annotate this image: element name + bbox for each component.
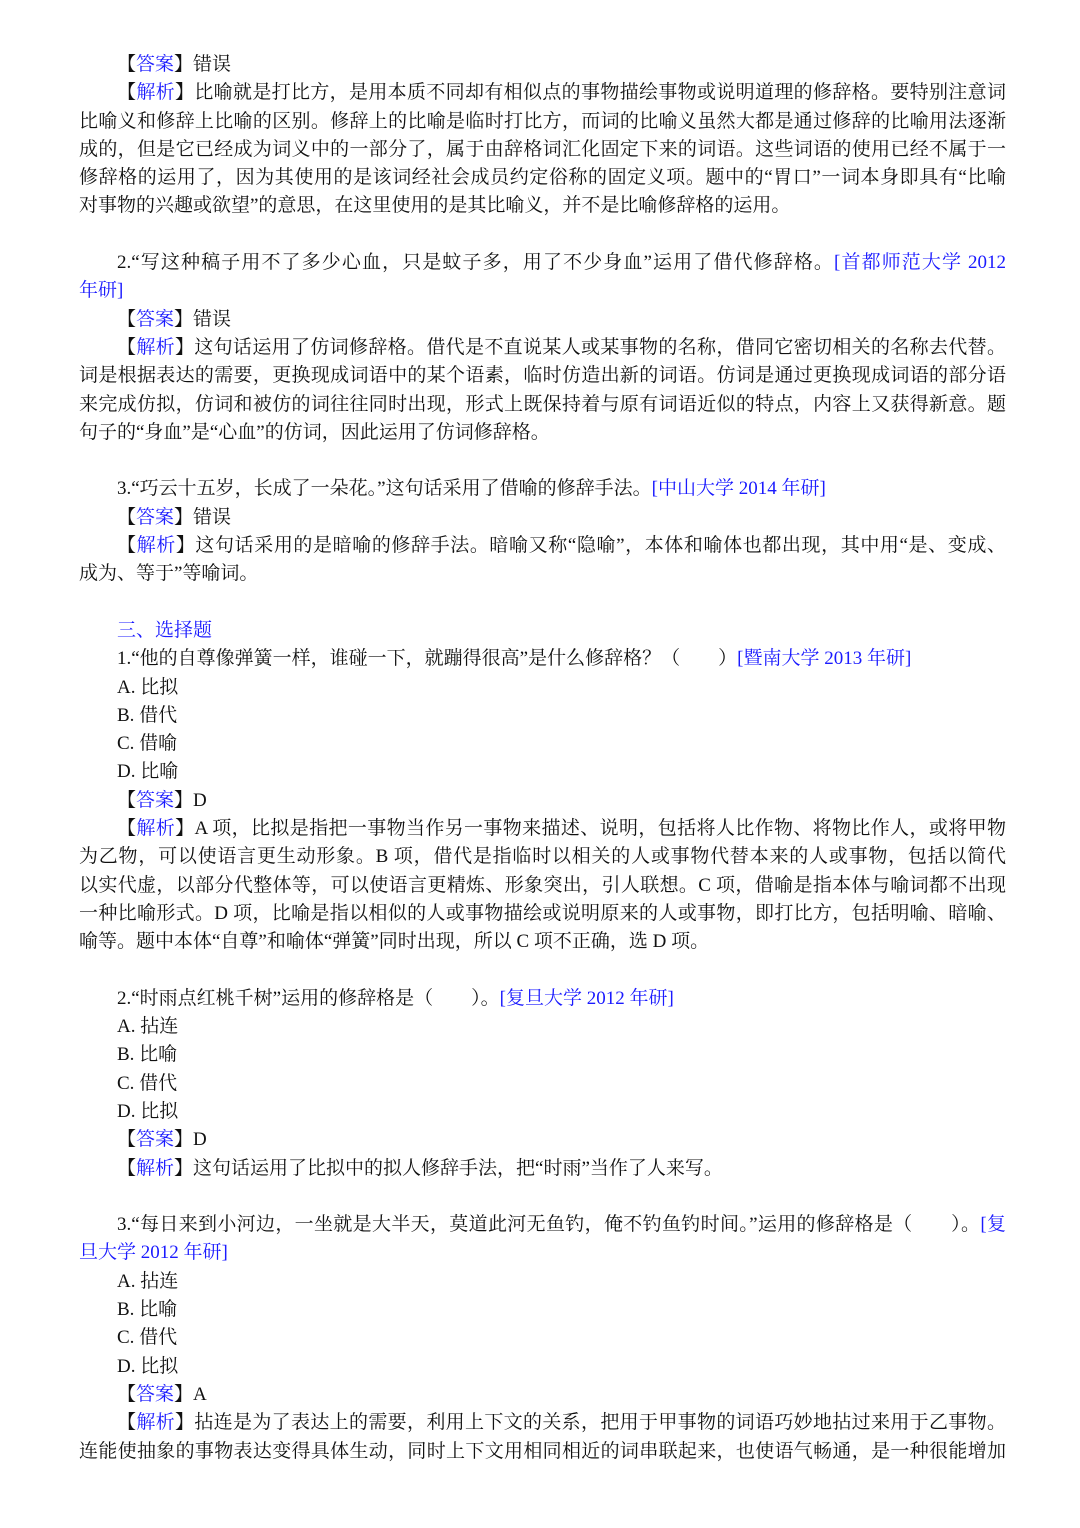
body-text: 】D: [174, 1129, 207, 1151]
analysis-label: 解析: [136, 818, 176, 840]
text-line: [79, 1324, 1006, 1352]
body-text: 3.“每日来到小河边，一坐就是大半天，莫道此河无鱼钓，俺不钓鱼钓时间。”运用的修辞格是（ ）。: [117, 1214, 981, 1236]
body-text: D. 比拟: [117, 1100, 179, 1122]
paragraph: [79, 1098, 1006, 1126]
body-text: 【: [117, 54, 137, 75]
text-line: [79, 306, 1006, 334]
body-text: 】这句话运用了比拟中的拟人修辞手法，把“时雨”当作了人来写。: [174, 1157, 723, 1179]
body-text: 句子的“身血”是“心血”的仿词，因此运用了仿词修辞格。: [79, 421, 550, 443]
paragraph: [79, 758, 1006, 786]
body-text: 为乙物，可以使语言更生动形象。B 项，借代是指临时以相关的人或事物代替本来的人或事物，包括以简代: [79, 846, 1006, 868]
source-citation: [复旦大学 2012 年研]: [499, 987, 674, 1009]
paragraph: [79, 1353, 1006, 1381]
body-text: 词是根据表达的需要，更换现成词语中的某个语素，临时仿造出新的词语。仿词是通过更换现成词语的部分语: [79, 365, 1006, 387]
body-text: C. 借喻: [117, 733, 178, 755]
body-text: C. 借代: [117, 1072, 178, 1094]
paragraph: [79, 1070, 1006, 1098]
text-line: [79, 1126, 1006, 1154]
question-block: [79, 985, 1006, 1183]
paragraph: [79, 249, 1006, 306]
source-citation: 年研]: [79, 280, 124, 302]
text-line: [79, 815, 1006, 843]
analysis-label: 解析: [136, 1412, 176, 1434]
paragraph: [79, 334, 1006, 447]
text-line: [79, 1013, 1006, 1041]
text-line: [79, 1239, 1006, 1267]
paragraph: [79, 674, 1006, 702]
body-text: 以实代虚，以部分代整体等，可以使语言更精炼、形象突出，引人联想。C 项，借喻是指本体与喻词都不出现: [79, 874, 1006, 896]
text-line: [79, 702, 1006, 730]
body-text: 2.“时雨点红桃千树”运用的修辞格是（ ）。: [117, 987, 500, 1009]
text-line: [79, 1296, 1006, 1324]
text-line: [79, 362, 1006, 390]
body-text: D. 比拟: [117, 1355, 179, 1377]
question-block: [79, 51, 1006, 221]
body-text: 修辞格的运用了，因为其使用的是该词经社会成员约定俗称的固定义项。题中的“胃口”一词本身即具有“比喻: [79, 167, 1006, 189]
text-line: [79, 674, 1006, 702]
text-line: [79, 79, 1006, 107]
answer-label: 答案: [136, 1383, 175, 1405]
text-line: [79, 730, 1006, 758]
text-line: [79, 419, 1006, 447]
body-text: 】这句话采用的是暗喻的修辞手法。暗喻又称“隐喻”，本体和喻体也都出现，其中用“是、变成、: [175, 535, 1006, 557]
text-line: [79, 192, 1006, 220]
document-page: [79, 51, 1006, 1494]
text-line: [79, 277, 1006, 305]
text-line: [79, 164, 1006, 192]
body-text: 】错误: [174, 54, 232, 75]
text-line: [79, 985, 1006, 1013]
source-citation: 旦大学 2012 年研]: [79, 1242, 228, 1264]
body-text: 来完成仿拟，仿词和被仿的词往往同时出现，形式上既保持着与原有词语近似的特点，内容上又获得新意。题: [79, 393, 1006, 415]
text-line: [79, 1211, 1006, 1239]
text-line: [79, 532, 1006, 560]
paragraph: [79, 1211, 1006, 1268]
text-line: [79, 51, 1006, 79]
body-text: 比喻义和修辞上比喻的区别。修辞上的比喻是临时打比方，而词的比喻义虽然大都是通过修辞的比喻用法逐渐: [79, 110, 1006, 132]
body-text: 【: [117, 1129, 137, 1151]
body-text: 】D: [174, 789, 207, 811]
body-text: 【: [117, 1412, 137, 1434]
paragraph: [79, 702, 1006, 730]
text-line: [79, 1353, 1006, 1381]
body-text: 【: [117, 1157, 137, 1179]
paragraph: [79, 1324, 1006, 1352]
text-line: [79, 1381, 1006, 1409]
body-text: 【: [117, 818, 137, 840]
body-text: 【: [117, 1383, 137, 1405]
body-text: C. 借代: [117, 1327, 178, 1349]
body-text: 】这句话运用了仿词修辞格。借代是不直说某人或某事物的名称，借同它密切相关的名称去代替。: [175, 336, 1006, 358]
body-text: 】错误: [174, 506, 232, 528]
body-text: 成的，但是它已经成为词义中的一部分了，属于由辞格词汇化固定下来的词语。这些词语的使用已经不属于一: [79, 138, 1006, 160]
text-line: [79, 1155, 1006, 1183]
paragraph: [79, 985, 1006, 1013]
paragraph: [79, 787, 1006, 815]
body-text: 【: [117, 336, 137, 358]
source-citation: [暨南大学 2013 年研]: [737, 648, 912, 670]
body-text: 【: [117, 506, 137, 528]
text-line: [79, 136, 1006, 164]
body-text: 一种比喻形式。D 项，比喻是指以相似的人或事物描绘或说明原来的人或事物，即打比方，包括明喻、暗喻、: [79, 902, 1006, 924]
body-text: 】拈连是为了表达上的需要，利用上下文的关系，把用于甲事物的词语巧妙地拈过来用于乙事物。: [175, 1412, 1006, 1434]
body-text: 成为、等于”等喻词。: [79, 563, 259, 585]
paragraph: [79, 1409, 1006, 1466]
text-line: [79, 1041, 1006, 1069]
body-text: B. 比喻: [117, 1044, 178, 1066]
body-text: A. 拈连: [117, 1270, 179, 1292]
text-line: [79, 928, 1006, 956]
paragraph: [79, 1041, 1006, 1069]
text-line: [79, 758, 1006, 786]
paragraph: [79, 1013, 1006, 1041]
analysis-label: 解析: [136, 336, 176, 358]
paragraph: [79, 1268, 1006, 1296]
body-text: 【: [117, 82, 137, 104]
paragraph: [79, 475, 1006, 503]
paragraph: [79, 306, 1006, 334]
body-text: 】错误: [174, 308, 232, 330]
body-text: 【: [117, 789, 137, 811]
paragraph: [79, 504, 1006, 532]
source-citation: [复: [980, 1214, 1006, 1236]
text-line: [79, 1268, 1006, 1296]
text-line: [79, 334, 1006, 362]
paragraph: [79, 1381, 1006, 1409]
paragraph: [79, 79, 1006, 220]
body-text: B. 比喻: [117, 1299, 178, 1321]
answer-label: 答案: [136, 54, 175, 75]
question-block: [79, 617, 1006, 957]
paragraph: [79, 1126, 1006, 1154]
body-text: 1.“他的自尊像弹簧一样，谁碰一下，就蹦得很高”是什么修辞格？（ ）: [117, 648, 738, 670]
body-text: 喻等。题中本体“自尊”和喻体“弹簧”同时出现，所以 C 项不正确，选 D 项。: [79, 931, 710, 953]
body-text: 3.“巧云十五岁，长成了一朵花。”这句话采用了借喻的修辞手法。: [117, 478, 652, 500]
text-line: [79, 504, 1006, 532]
body-text: 【: [117, 535, 137, 557]
text-line: [79, 391, 1006, 419]
answer-label: 答案: [136, 1129, 175, 1151]
text-line: [79, 475, 1006, 503]
text-line: [79, 645, 1006, 673]
text-line: [79, 249, 1006, 277]
question-block: [79, 475, 1006, 588]
text-line: [79, 843, 1006, 871]
body-text: 】A: [174, 1383, 207, 1405]
paragraph: [79, 617, 1006, 645]
question-block: [79, 249, 1006, 447]
source-citation: [首都师范大学 2012: [834, 252, 1006, 274]
paragraph: [79, 730, 1006, 758]
body-text: D. 比喻: [117, 761, 179, 783]
text-line: [79, 1070, 1006, 1098]
answer-label: 答案: [136, 789, 175, 811]
text-line: [79, 1098, 1006, 1126]
answer-label: 答案: [136, 506, 175, 528]
text-line: [79, 108, 1006, 136]
body-text: B. 借代: [117, 704, 178, 726]
text-line: [79, 617, 1006, 645]
body-text: 】A 项，比拟是指把一事物当作另一事物来描述、说明，包括将人比作物、将物比作人，或将甲物: [175, 818, 1006, 840]
body-text: 连能使抽象的事物表达变得具体生动，同时上下文用相同相近的词串联起来，也使语气畅通，是一种很能增加: [79, 1440, 1006, 1462]
paragraph: [79, 1296, 1006, 1324]
body-text: A. 比拟: [117, 676, 179, 698]
text-line: [79, 900, 1006, 928]
question-block: [79, 1211, 1006, 1466]
text-line: [79, 560, 1006, 588]
text-line: [79, 1438, 1006, 1466]
source-citation: [中山大学 2014 年研]: [651, 478, 826, 500]
body-text: 】比喻就是打比方，是用本质不同却有相似点的事物描绘事物或说明道理的修辞格。要特别注意词: [175, 82, 1006, 104]
paragraph: [79, 51, 1006, 79]
text-line: [79, 872, 1006, 900]
body-text: 对事物的兴趣或欲望”的意思，在这里使用的是其比喻义，并不是比喻修辞格的运用。: [79, 195, 791, 217]
analysis-label: 解析: [136, 1157, 175, 1179]
answer-label: 答案: [136, 308, 175, 330]
section-heading: 三、选择题: [117, 619, 213, 641]
body-text: 2.“写这种稿子用不了多少心血，只是蚊子多，用了不少身血”运用了借代修辞格。: [117, 252, 835, 274]
analysis-label: 解析: [136, 82, 176, 104]
paragraph: [79, 645, 1006, 673]
body-text: 【: [117, 308, 137, 330]
paragraph: [79, 1155, 1006, 1183]
text-line: [79, 787, 1006, 815]
paragraph: [79, 815, 1006, 956]
body-text: A. 拈连: [117, 1016, 179, 1038]
paragraph: [79, 532, 1006, 589]
text-line: [79, 1409, 1006, 1437]
analysis-label: 解析: [136, 535, 176, 557]
